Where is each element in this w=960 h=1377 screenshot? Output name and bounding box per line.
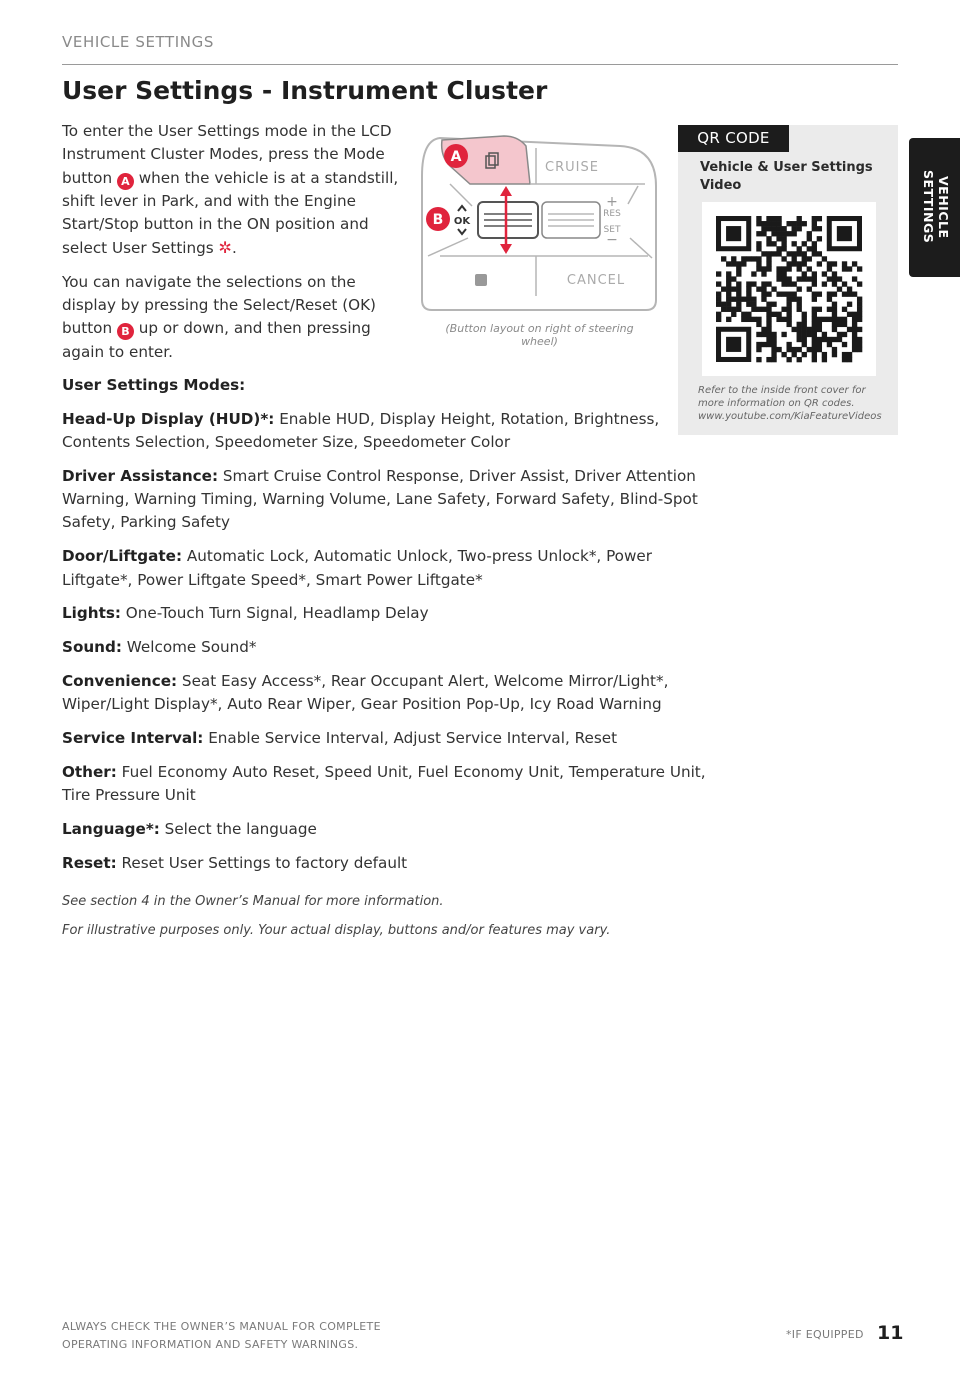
- mode-item: [62, 602, 722, 625]
- header-divider: [62, 64, 898, 65]
- qr-note-line-1: Refer to the inside front cover for: [698, 385, 866, 396]
- mode-item: [62, 545, 722, 592]
- mode-item-text: Welcome Sound*: [121, 638, 257, 657]
- mode-item: [62, 465, 722, 535]
- mode-item-label: Head-Up Display (HUD)*:: [62, 409, 275, 428]
- footer-disclaimer-line-1: ALWAYS CHECK THE OWNER’S MANUAL FOR COMPLETE: [62, 1320, 381, 1333]
- mode-item: [62, 408, 722, 455]
- car-assist-icon: [475, 274, 487, 286]
- intro-text: [62, 120, 412, 374]
- footnotes: [62, 894, 762, 952]
- user-settings-modes: [62, 374, 722, 886]
- mode-item: [62, 818, 722, 841]
- mode-item-label: Sound:: [62, 638, 122, 657]
- qr-video-title: Vehicle & User Settings Video: [700, 160, 873, 193]
- qr-code-tag: QR CODE: [678, 125, 789, 152]
- mode-item-text: Reset User Settings to factory default: [116, 853, 408, 872]
- modes-list: [62, 408, 722, 875]
- mode-item: [62, 670, 722, 717]
- settings-gear-icon: ✲: [218, 238, 232, 258]
- intro-p2-text-b: up or down, and then pressing again to enter.: [62, 319, 371, 361]
- cancel-label: CANCEL: [566, 273, 626, 288]
- mode-item: [62, 636, 722, 659]
- qr-note-url[interactable]: www.youtube.com/KiaFeatureVideos: [698, 411, 882, 422]
- mode-item-text: Enable Service Interval, Adjust Service Interval, Reset: [203, 729, 618, 748]
- footer-if-equipped: *IF EQUIPPED: [786, 1328, 864, 1341]
- qr-reference-note: [698, 384, 894, 423]
- mode-item-text: Select the language: [159, 819, 317, 838]
- steering-wheel-buttons-diagram: [420, 126, 660, 316]
- page-title: User Settings - Instrument Cluster: [62, 76, 548, 105]
- plus-label: +: [606, 194, 618, 210]
- footer-disclaimer-line-2: OPERATING INFORMATION AND SAFETY WARNINGS.: [62, 1338, 359, 1351]
- side-section-tab[interactable]: [909, 138, 960, 277]
- mode-item-label: Language*:: [62, 819, 160, 838]
- qr-code-image[interactable]: [702, 202, 876, 376]
- callout-b-label: B: [432, 212, 444, 228]
- callout-badge-a: A: [117, 173, 134, 190]
- intro-paragraph-2: [62, 271, 412, 364]
- set-label: SET: [603, 225, 621, 235]
- mode-item: [62, 761, 722, 808]
- intro-p1-end: .: [231, 239, 237, 258]
- mode-item-text: Enable HUD, Display Height, Rotation, Brightness, Contents Selection, Speedometer Size, Speedometer Color: [62, 409, 660, 452]
- res-label: RES: [603, 209, 621, 219]
- footnote-owners-manual: See section 4 in the Owner’s Manual for more information.: [62, 894, 444, 909]
- section-header-label: VEHICLE SETTINGS: [62, 33, 214, 51]
- intro-p2-text-a: You can navigate the selections on the display by pressing the Select/Reset (OK) button: [62, 272, 376, 338]
- mode-item-label: Door/Liftgate:: [62, 547, 183, 566]
- mode-item-label: Other:: [62, 762, 117, 781]
- mode-item: [62, 852, 722, 875]
- intro-p1-text-a: To enter the User Settings mode in the LCD Instrument Cluster Modes, press the Mode button: [62, 122, 392, 187]
- qr-note-line-2: more information on QR codes.: [698, 398, 855, 409]
- mode-item-label: Service Interval:: [62, 729, 204, 748]
- modes-heading-text: User Settings Modes:: [62, 376, 246, 394]
- diagram-caption: (Button layout on right of steering wheel): [445, 322, 634, 348]
- footnote-illustrative: For illustrative purposes only. Your actual display, buttons and/or features may vary.: [62, 923, 611, 938]
- mode-item-label: Convenience:: [62, 671, 178, 690]
- mode-item-text: Automatic Lock, Automatic Unlock, Two-press Unlock*, Power Liftgate*, Power Liftgate Speed*, Smart Power Liftgate*: [62, 547, 652, 589]
- side-tab-label: VEHICLE SETTINGS: [921, 170, 951, 244]
- page-number: 11: [877, 1322, 904, 1344]
- modes-heading: [62, 374, 722, 397]
- mode-item-text: One-Touch Turn Signal, Headlamp Delay: [120, 604, 429, 623]
- footer-disclaimer: [62, 1318, 422, 1354]
- mode-item-text: Smart Cruise Control Response, Driver Assist, Driver Attention Warning, Warning Timing, Warning Volume, Lane Safety, Forward Safety, Blind-Spot Safety, Parking Safety: [62, 466, 698, 532]
- qr-code-icon: [702, 202, 876, 376]
- mode-item-label: Driver Assistance:: [62, 466, 219, 485]
- cruise-label: CRUISE: [545, 160, 599, 175]
- mode-item-text: Fuel Economy Auto Reset, Speed Unit, Fuel Economy Unit, Temperature Unit, Tire Pressure Unit: [62, 762, 706, 805]
- ok-label: OK: [453, 216, 471, 227]
- intro-paragraph-1: [62, 120, 412, 261]
- callout-badge-b: B: [117, 323, 134, 340]
- mode-item-text: Seat Easy Access*, Rear Occupant Alert, Welcome Mirror/Light*, Wiper/Light Display*, Auto Rear Wiper, Gear Position Pop-Up, Icy Road Warning: [62, 671, 669, 714]
- mode-item-label: Reset:: [62, 853, 117, 872]
- mode-item-label: Lights:: [62, 604, 121, 623]
- intro-p1-text-b: when the vehicle is at a standstill, shift lever in Park, and with the Engine Start/Stop button in the ON position and select User Settings: [62, 168, 399, 258]
- minus-label: −: [606, 232, 618, 248]
- mode-item: [62, 727, 722, 750]
- callout-a-label: A: [450, 149, 462, 165]
